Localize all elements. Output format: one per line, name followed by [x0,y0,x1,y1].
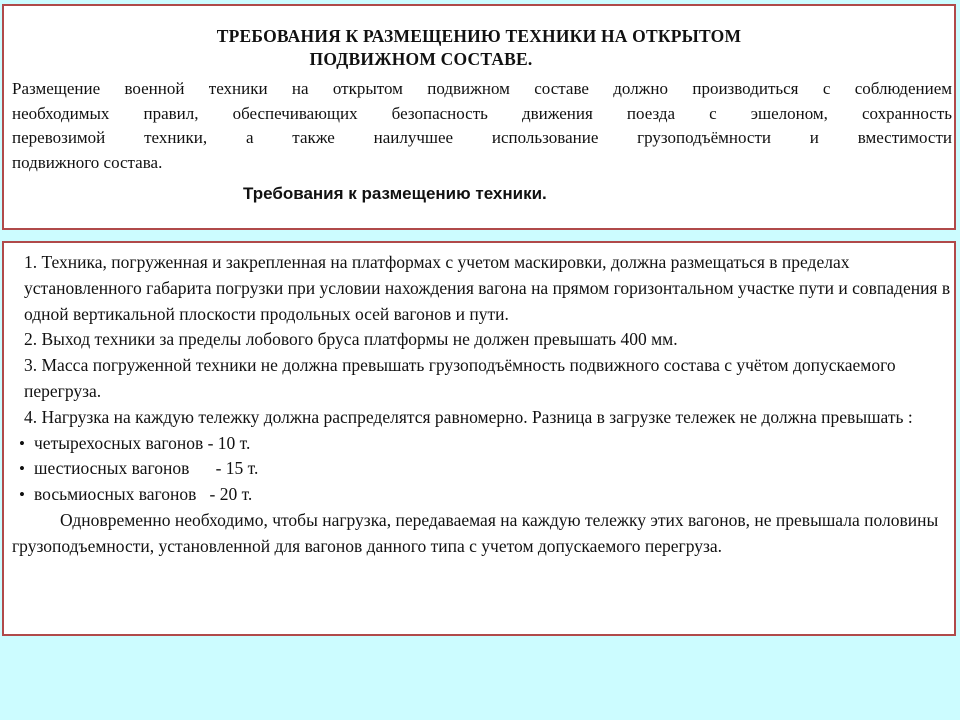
bullet-text: шестиосных вагонов - 15 т. [34,458,259,479]
requirements-list-panel [2,241,956,636]
bullet-item [12,456,952,482]
bullet-item [12,482,952,508]
intro-line: подвижного состава. [12,152,163,172]
requirement-item-1: 1. Техника, погруженная и закрепленная на платформах с учетом маскировки, должна размещаться в пределах установленного габарита погрузки при условии нахождения вагона на прямом горизонтальном участке пути и совпадения в одной вертикальной плоскости продольных осей вагонов и пути. [24,252,951,324]
intro-line: необходимых правил, обеспечивающих безопасность движения поезда с эшелоном, сохранность [12,103,952,123]
page-title-line-1: ТРЕБОВАНИЯ К РАЗМЕЩЕНИЮ ТЕХНИКИ НА ОТКРЫТОМ [216,26,742,46]
closing-paragraph: Одновременно необходимо, чтобы нагрузка, передаваемая на каждую тележку этих вагонов, не превышала половины грузоподъемности, установленной для вагонов данного типа с учетом допускаемого перегруза. [12,509,939,556]
bullet-item [12,431,952,457]
bullet-text: восьмиосных вагонов - 20 т. [34,484,253,505]
requirements-text [12,250,952,560]
bullet-dot-icon: • [19,433,25,453]
section-subheading: Требования к размещению техники. [243,184,547,203]
requirement-item-2: 2. Выход техники за пределы лобового бруса платформы не должен превышать 400 мм. [24,329,678,350]
bullet-text: четырехосных вагонов - 10 т. [34,432,251,453]
intro-line: Размещение военной техники на открытом подвижном составе должно производиться с соблюдением [12,79,952,98]
requirement-item-4: 4. Нагрузка на каждую тележку должна распределятся равномерно. Разница в загрузке тележек не должна превышать : [24,406,913,427]
bullet-dot-icon: • [19,485,25,505]
bullet-dot-icon: • [19,459,25,479]
page-title-line-2: ПОДВИЖНОМ СОСТАВЕ. [309,49,533,69]
requirement-item-3: 3. Масса погруженной техники не должна превышать грузоподъёмность подвижного состава с учётом допускаемого перегруза. [24,355,896,401]
requirements-header-panel [2,4,956,230]
intro-paragraph [12,77,952,175]
intro-line: перевозимой техники, а также наилучшее использование грузоподъёмности и вместимости [12,128,952,147]
